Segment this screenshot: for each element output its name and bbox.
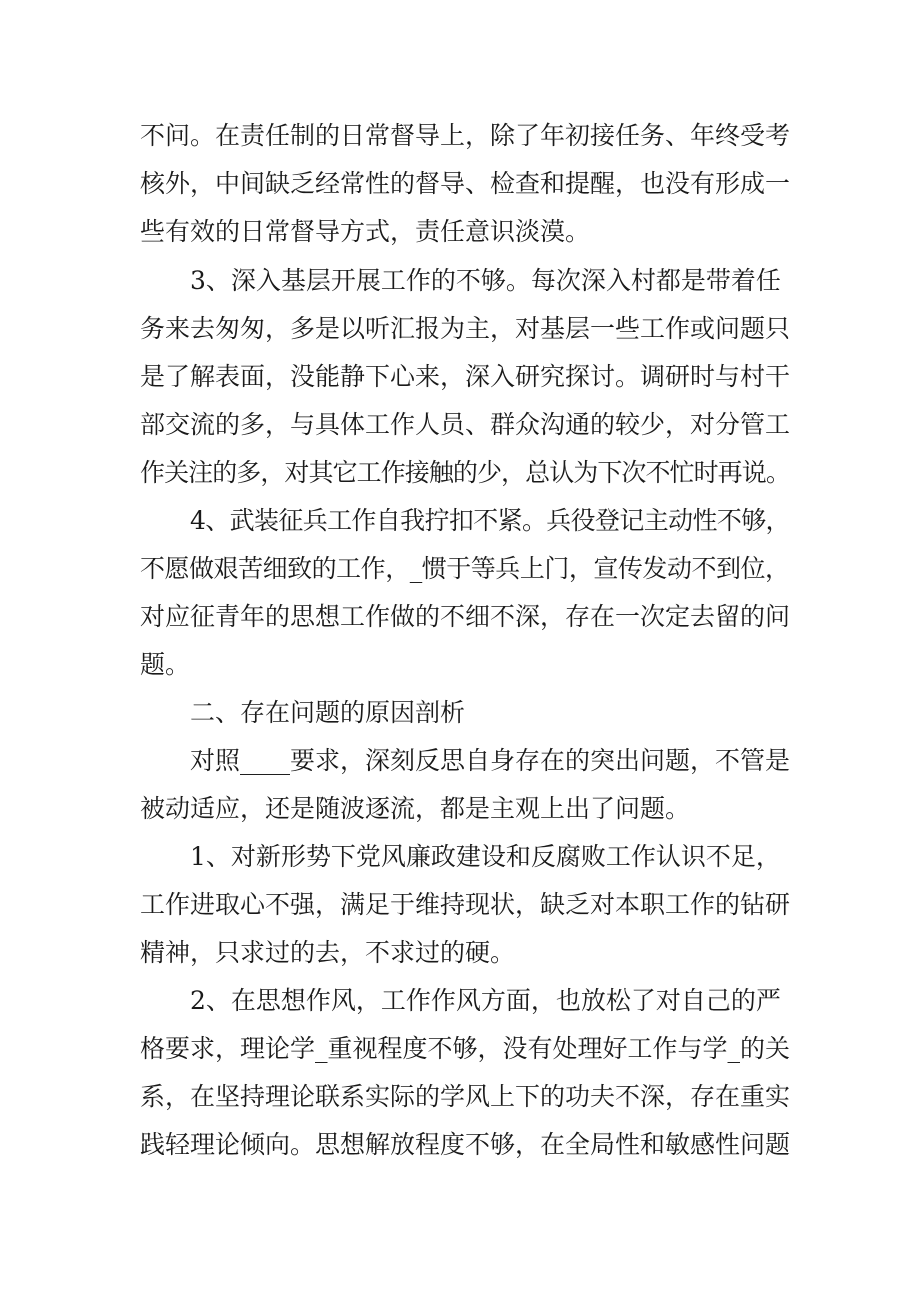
text-line: 对应征青年的思想工作做的不细不深，存在一次定去留的问 (140, 602, 791, 631)
text-line: 不愿做艰苦细致的工作，_惯于等兵上门，宣传发动不到位， (140, 554, 790, 583)
text-line: 1、对新形势下党风廉政建设和反腐败工作认识不足， (190, 842, 781, 871)
text-line: 核外，中间缺乏经常性的督导、检查和提醒，也没有形成一 (140, 169, 791, 198)
text-line: 部交流的多，与具体工作人员、群众沟通的较少，对分管工 (140, 410, 791, 439)
text-line: 被动适应，还是随波逐流，都是主观上出了问题。 (140, 794, 691, 823)
text-line: 是了解表面，没能静下心来，深入研究探讨。调研时与村干 (140, 362, 791, 391)
text-line: 些有效的日常督导方式，责任意识淡漠。 (140, 217, 591, 246)
text-line: 对照____要求，深刻反思自身存在的突出问题，不管是 (190, 746, 791, 775)
text-line: 作关注的多，对其它工作接触的少，总认为下次不忙时再说。 (140, 458, 790, 487)
text-line: 不问。在责任制的日常督导上，除了年初接任务、年终受考 (140, 121, 791, 150)
text-line: 4、武装征兵工作自我拧扣不紧。兵役登记主动性不够， (190, 506, 790, 535)
text-line: 践轻理论倾向。思想解放程度不够，在全局性和敏感性问题 (140, 1130, 791, 1159)
text-line: 3、深入基层开展工作的不够。每次深入村都是带着任 (190, 266, 781, 295)
section-heading: 二、存在问题的原因剖析 (190, 698, 466, 727)
text-line: 题。 (140, 650, 191, 679)
text-line: 精神，只求过的去，不求过的硬。 (140, 938, 516, 967)
text-line: 系，在坚持理论联系实际的学风上下的功夫不深，存在重实 (140, 1082, 791, 1111)
text-line: 2、在思想作风，工作作风方面，也放松了对自己的严 (190, 986, 781, 1015)
text-line: 务来去匆匆，多是以听汇报为主，对基层一些工作或问题只 (140, 314, 791, 343)
text-line: 格要求，理论学_重视程度不够，没有处理好工作与学_的关 (140, 1034, 791, 1063)
text-line: 工作进取心不强，满足于维持现状，缺乏对本职工作的钻研 (140, 890, 791, 919)
